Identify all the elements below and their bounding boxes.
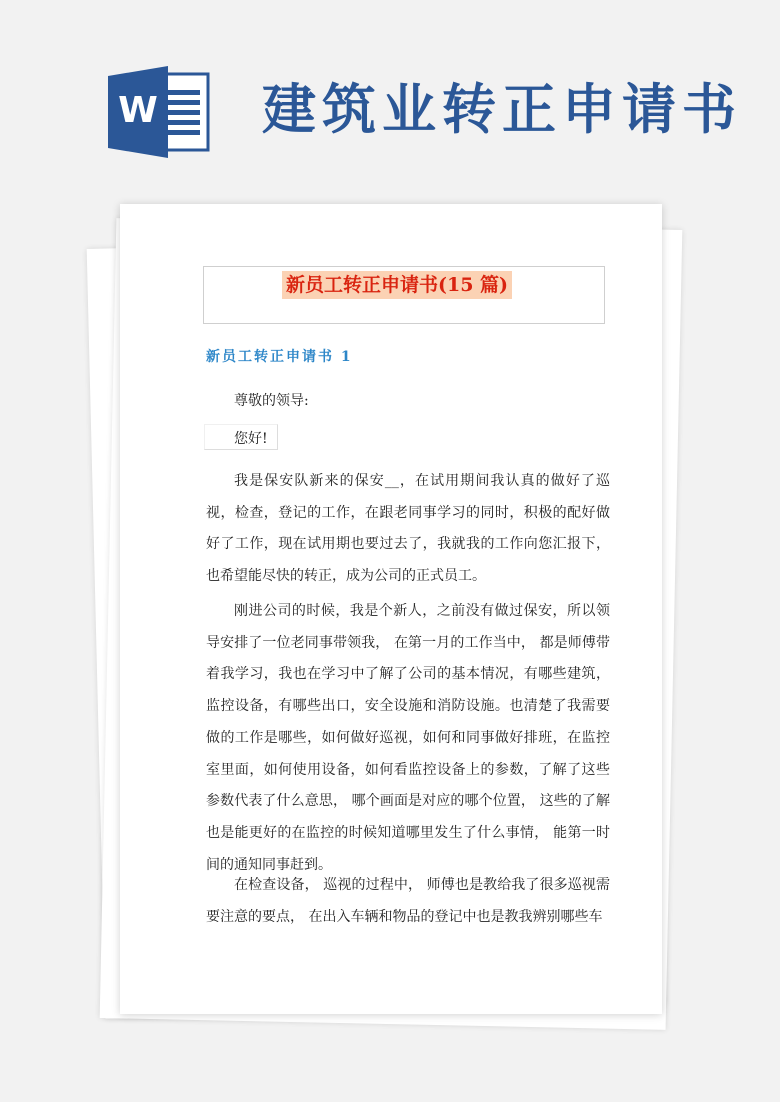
paragraph-2: 刚进公司的时候，我是个新人，之前没有做过保安，所以领导安排了一位老同事带领我， 在第一月的工作当中， 都是师傅带着我学习，我也在学习中了解了公司的基本情况，有哪些建筑，监控设备，有哪些出口，安全设施和消防设施。也清楚了我需要做的工作是哪些，如何做好巡视，如何和同事做好排班，在监控室里面，如何使用设备，如何看监控设备上的参数，了解了这些参数代表了什么意思， 哪个画面是对应的哪个位置， 这些的了解也是能更好的在监控的时候知道哪里发生了什么事情， 能第一时间的通知同事赶到。 (206, 603, 610, 873)
word-logo-letter: W (118, 90, 158, 131)
paragraph-1: 我是保安队新来的保安__，在试用期间我认真的做好了巡视，检查，登记的工作，在跟老同事学习的同时，积极的配好做好了工作，现在试用期也要过去了，我就我的工作向您汇报下，也希望能尽快的转正，成为公司的正式员工。 (206, 473, 610, 585)
word-document-icon (108, 66, 210, 158)
banner-title: 建筑业转正申请书 (262, 78, 742, 141)
section-heading: 新员工转正申请书 1 (206, 349, 353, 365)
greeting: 您好! (234, 431, 268, 447)
document-page (120, 204, 662, 1014)
banner (0, 0, 780, 200)
title-frame (203, 266, 605, 324)
salutation: 尊敬的领导: (234, 393, 309, 409)
document-title: 新员工转正申请书(15 篇) (282, 271, 512, 299)
paragraph-3: 在检查设备， 巡视的过程中， 师傅也是教给我了很多巡视需要注意的要点， 在出入车辆和物品的登记中也是教我辨别哪些车 (206, 877, 610, 925)
